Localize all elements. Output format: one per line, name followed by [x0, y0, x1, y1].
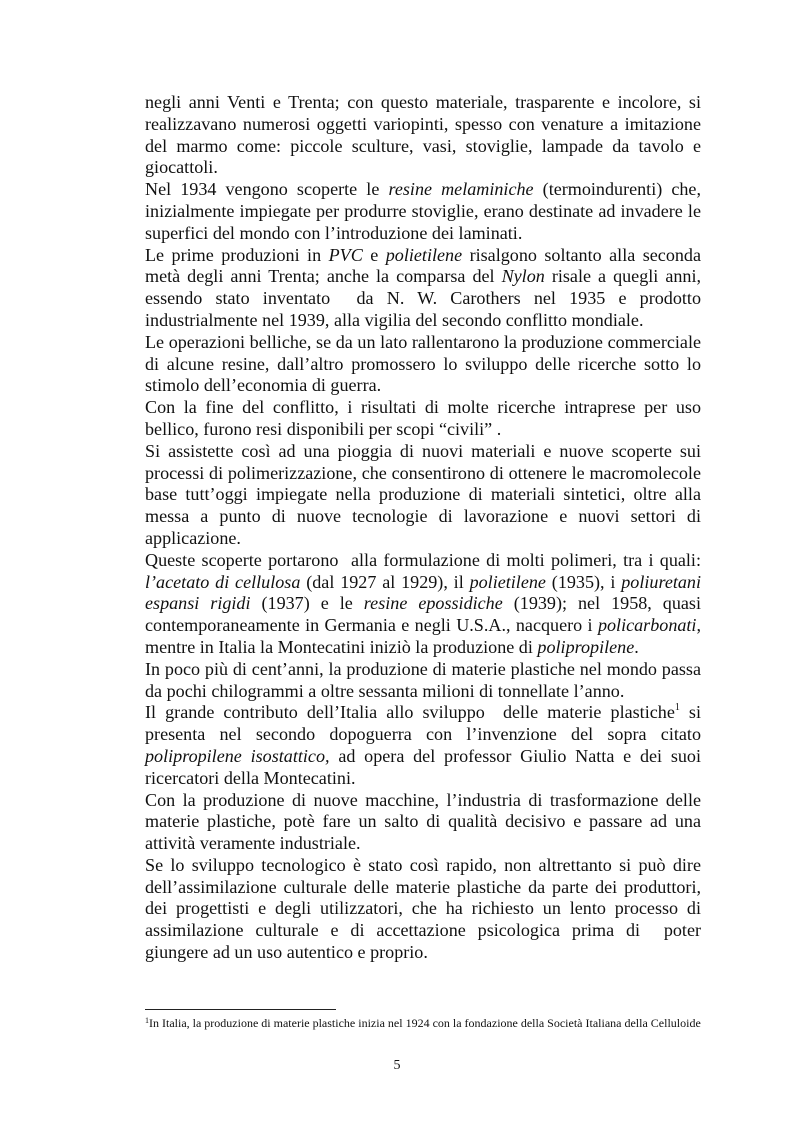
paragraph-text: Nel 1934 vengono scoperte le [145, 179, 389, 200]
italic-term: Nylon [501, 266, 545, 287]
paragraph-text: Con la fine del conflitto, i risultati di molte ricerche intraprese per uso bellico, furono resi disponibili per scopi “civili” . [145, 397, 701, 439]
paragraph [145, 659, 701, 703]
paragraph-text: Le prime produzioni in [145, 244, 329, 265]
italic-term: PVC [328, 244, 363, 265]
paragraph [145, 179, 701, 244]
italic-term: policarbonati [597, 615, 697, 636]
paragraph-text: Se lo sviluppo tecnologico è stato così rapido, non altrettanto si può dire dell’assimilazione culturale delle materie plastiche da parte dei produttori, dei progettisti e degli utilizzatori, che ha richiesto un lento processo di assimilazione culturale e di accettazione psicologica prima di poter giungere ad un uso autentico e proprio. [145, 854, 706, 963]
paragraph-text: (1935), i [545, 571, 622, 592]
paragraph [145, 854, 706, 964]
italic-term: poliuretani espansi rigidi [145, 571, 706, 614]
paragraph-text: risalgono soltanto alla seconda metà degli anni Trenta; anche la comparsa del [145, 244, 706, 287]
footnote-reference: 1 [674, 702, 680, 714]
paragraph-text: Le operazioni belliche, se da un lato rallentarono la produzione commerciale di alcune resine, dall’altro promossero lo sviluppo delle ricerche sotto lo stimolo dell’economia di guerra. [145, 331, 701, 396]
italic-term: polipropilene isostattico, [145, 745, 330, 766]
paragraph [145, 790, 701, 855]
italic-term: polietilene [469, 571, 546, 592]
paragraph [145, 332, 701, 397]
paragraph-text: Queste scoperte portarono alla formulazione di molti polimeri, tra i quali: [145, 549, 706, 570]
page-number: 5 [393, 1058, 401, 1073]
paragraph-text: si presenta nel secondo dopoguerra con l’invenzione del sopra citato [145, 702, 706, 745]
paragraph [145, 702, 706, 789]
paragraph-text: Con la produzione di nuove macchine, l’industria di trasformazione delle materie plastiche, potè fare un salto di qualità decisivo e passare ad una attività veramente industriale. [145, 789, 701, 854]
paragraph-text: negli anni Venti e Trenta; con questo materiale, trasparente e incolore, si realizzavano numerosi oggetti variopinti, spesso con venature a imitazione del marmo come: piccole sculture, vasi, stoviglie, lampade da tavolo e giocattoli. [145, 92, 701, 178]
paragraph [145, 441, 701, 550]
paragraph-text: . [634, 636, 639, 657]
paragraph-text: (1937) e le [250, 593, 364, 614]
paragraph-text: risale a quegli anni, essendo stato inventato da N. W. Carothers nel 1935 e prodotto industrialmente nel 1939, alla vigilia del secondo conflitto mondiale. [145, 266, 706, 330]
paragraph-text: (1939); nel 1958, quasi contemporaneamente in Germania e negli U.S.A., nacquero i [145, 593, 706, 636]
paragraph [145, 549, 706, 659]
italic-term: resine epossidiche [363, 593, 503, 614]
paragraph-text: e [362, 244, 386, 265]
paragraph [145, 244, 706, 332]
body-text [145, 92, 706, 964]
paragraph-text: , mentre in Italia la Montecatini iniziò la produzione di [145, 615, 706, 657]
paragraph-text: In poco più di cent’anni, la produzione di materie plastiche nel mondo passa da pochi chilogrammi a oltre sessanta milioni di tonnellate l’anno. [145, 658, 701, 701]
paragraph [145, 92, 701, 179]
paragraph-text: (termoindurenti) che, inizialmente impiegate per produrre stoviglie, erano destinate ad invadere le superfici del mondo con l’introduzione dei laminati. [145, 179, 701, 243]
paragraph-text: Il grande contributo dell’Italia allo sviluppo delle materie plastiche [145, 702, 675, 723]
italic-term: polietilene [385, 244, 463, 265]
footnote-mark: 1 [145, 1016, 149, 1025]
italic-term: resine melaminiche [388, 179, 534, 200]
paragraph-text: Si assistette così ad una pioggia di nuovi materiali e nuove scoperte sui processi di polimerizzazione, che consentirono di ottenere le macromolecole base tutt’oggi impiegate nella produzione di materiali sintetici, oltre alla messa a punto di nuove tecnologie di lavorazione e nuovi settori di applicazione. [145, 440, 701, 548]
paragraph [145, 397, 701, 441]
footnote [145, 1016, 701, 1031]
italic-term: l’acetato di cellulosa [145, 571, 301, 592]
italic-term: polipropilene [537, 636, 635, 657]
footnote-text: In Italia, la produzione di materie plastiche inizia nel 1924 con la fondazione della Società Italiana della Celluloide [149, 1016, 701, 1030]
paragraph-text: ad opera del professor Giulio Natta e dei suoi ricercatori della Montecatini. [145, 745, 706, 788]
footnote-separator [145, 1009, 336, 1010]
paragraph-text: (dal 1927 al 1929), il [300, 571, 470, 592]
